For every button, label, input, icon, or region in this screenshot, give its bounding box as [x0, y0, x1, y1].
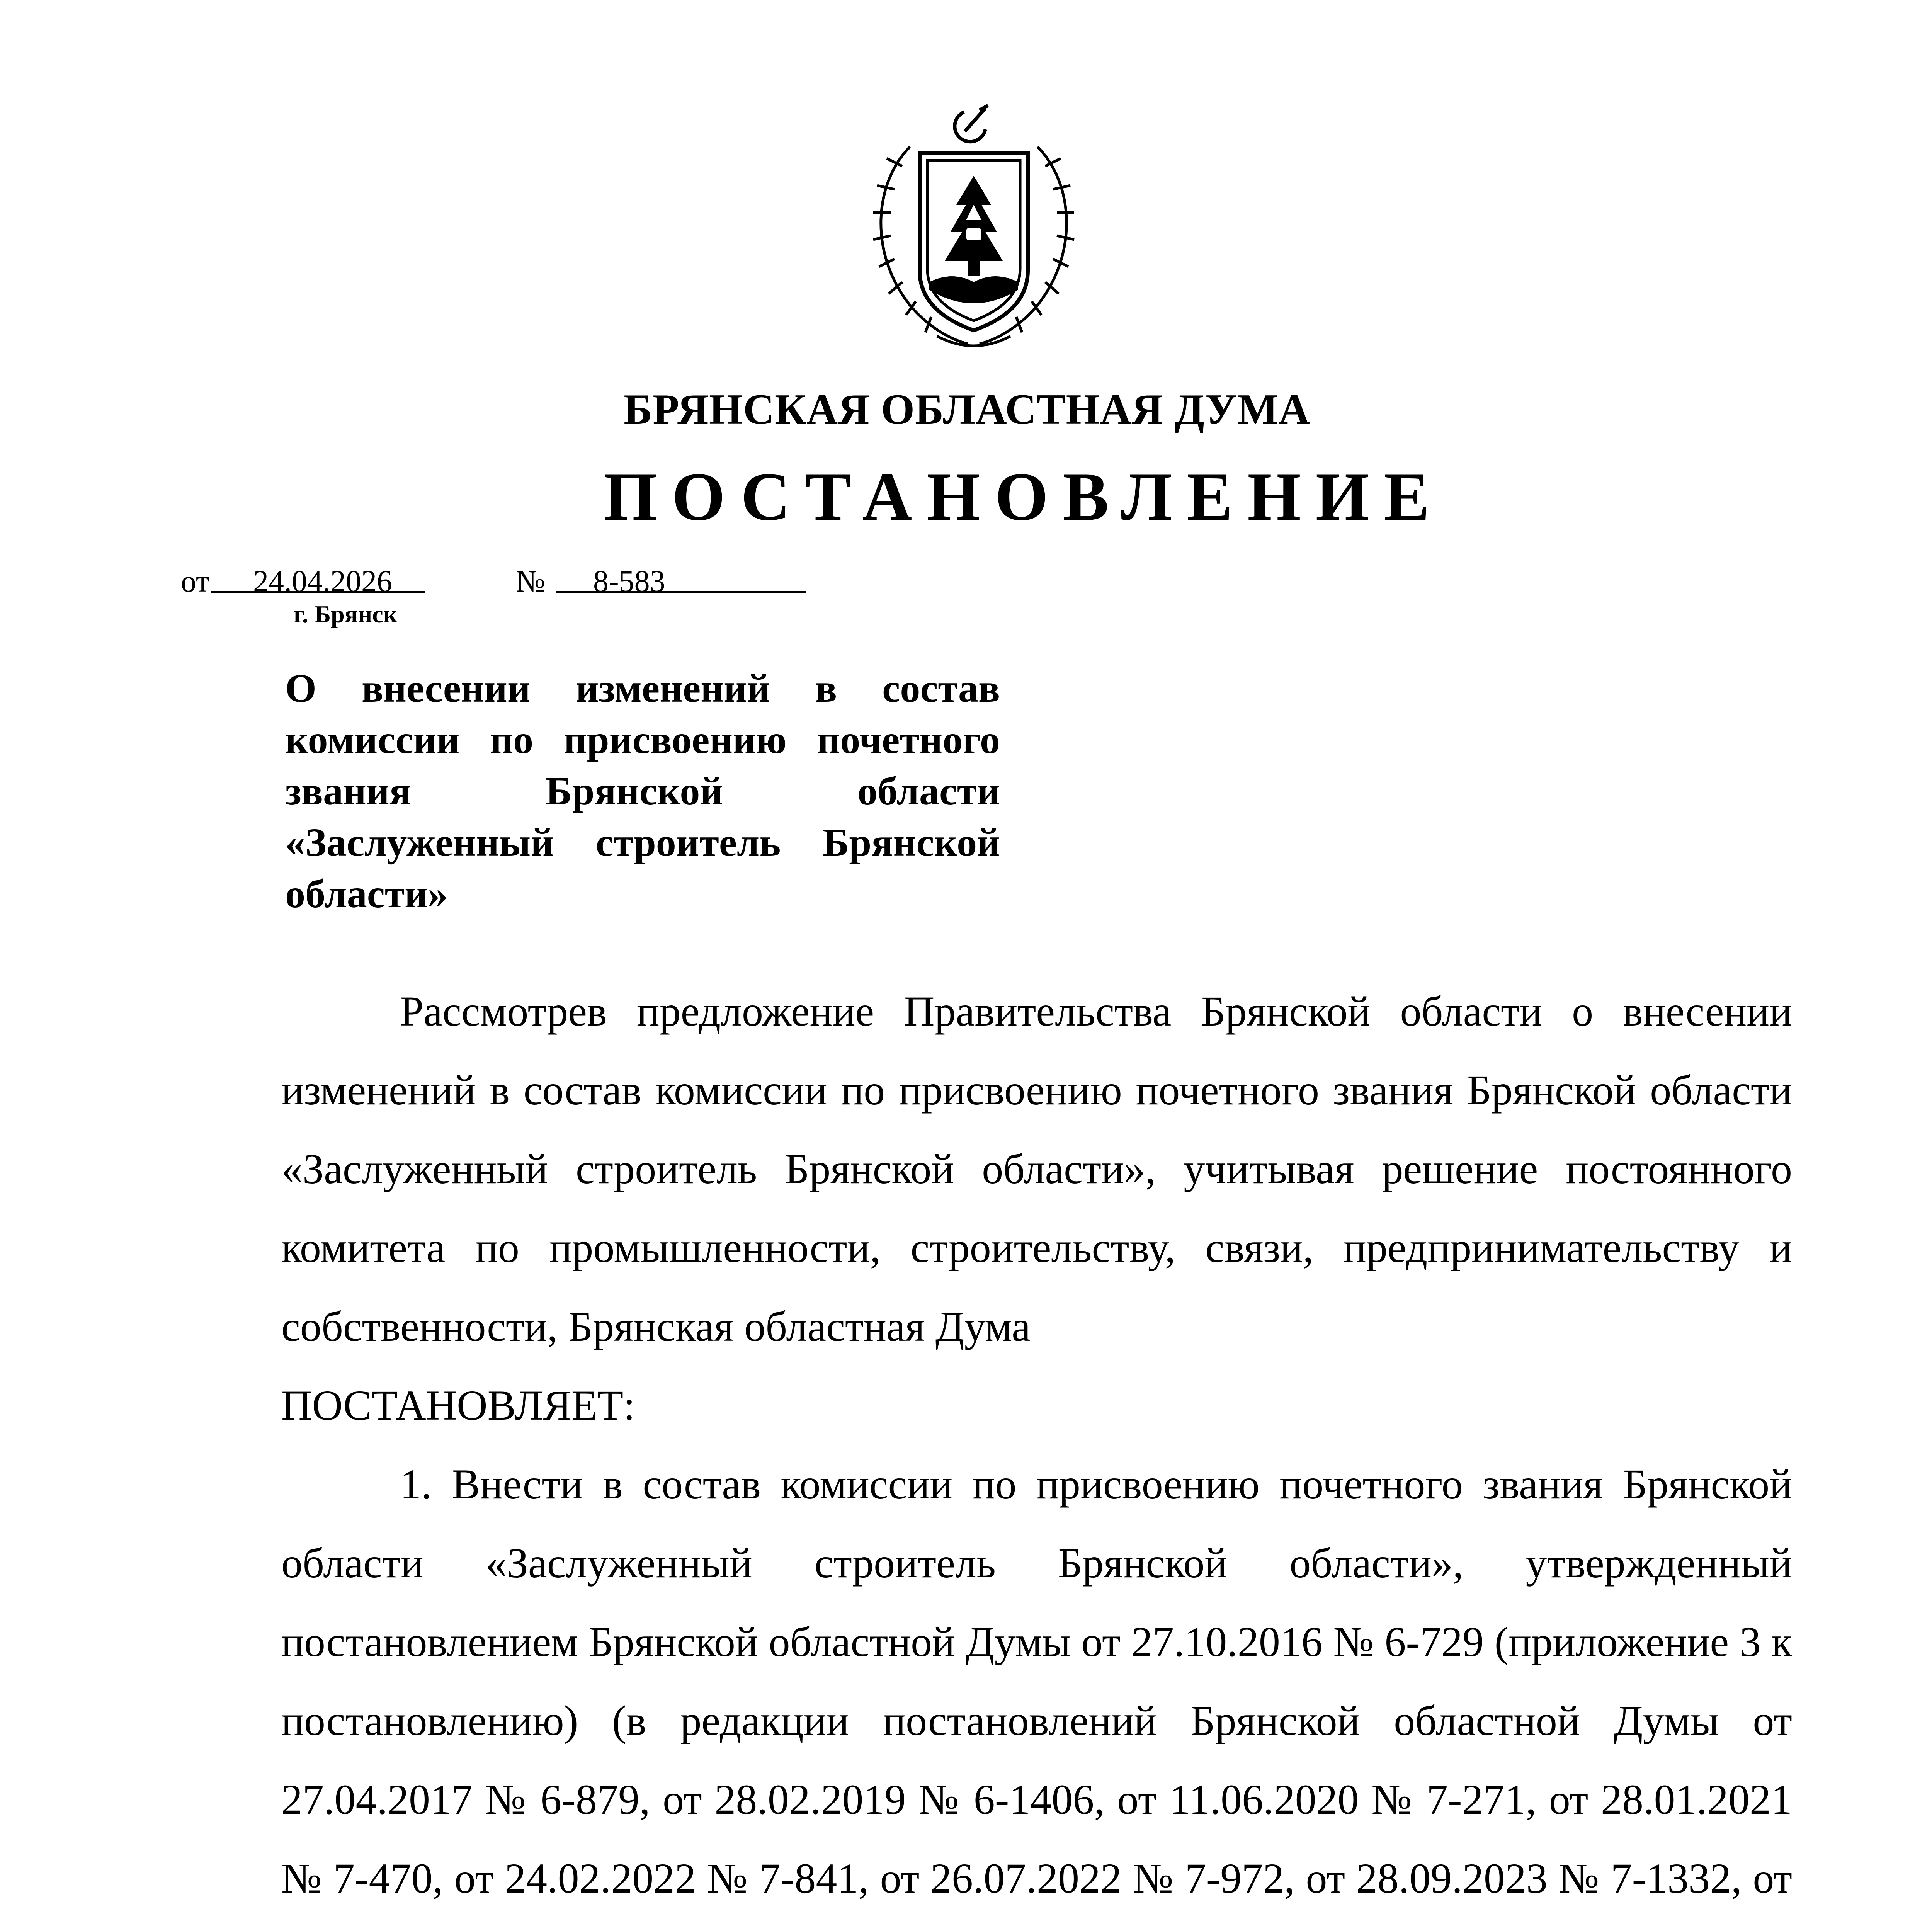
- document-body: [281, 972, 1792, 1932]
- number-prefix: №: [516, 565, 546, 599]
- document-type: ПОСТАНОВЛЕНИЕ: [604, 458, 1444, 535]
- preamble-paragraph: Рассмотрев предложение Правительства Брянской области о внесении изменений в состав комиссии по присвоению почетного звания Брянской области «Заслуженный строитель Брянской области», учитывая решение постоянного комитета по промышленности, строительству, связи, предпринимательству и собственности, Брянская областная Дума: [281, 988, 1792, 1350]
- document-number: 8-583: [593, 565, 665, 599]
- organization-name: БРЯНСКАЯ ОБЛАСТНАЯ ДУМА: [624, 386, 1310, 434]
- document-date: 24.04.2026: [253, 565, 392, 599]
- coat-of-arms-icon: [852, 89, 1095, 359]
- document-title: О внесении изменений в состав комиссии по присвоению почетного звания Брянской области «Заслуженный строитель Брянской области»: [285, 666, 1000, 916]
- item-1-paragraph: 1. Внести в состав комиссии по присвоению почетного звания Брянской области «Заслуженный строитель Брянской области», утвержденный постановлением Брянской областной Думы от 27.10.2016 № 6-729 (приложение 3 к постановлению) (в редакции постановлений Брянской областной Думы от 27.04.2017 № 6-879, от 28.02.2019 № 6-1406, от 11.06.2020 № 7-271, от 28.01.2021 № 7-470, от 24.02.2022 № 7-841, от 26.07.2022 № 7-972, от 28.09.2023 № 7-1332, от: [281, 1461, 1792, 1902]
- decree-word: ПОСТАНОВЛЯЕТ:: [281, 1382, 635, 1429]
- date-prefix: от: [181, 565, 209, 599]
- city: г. Брянск: [294, 600, 398, 628]
